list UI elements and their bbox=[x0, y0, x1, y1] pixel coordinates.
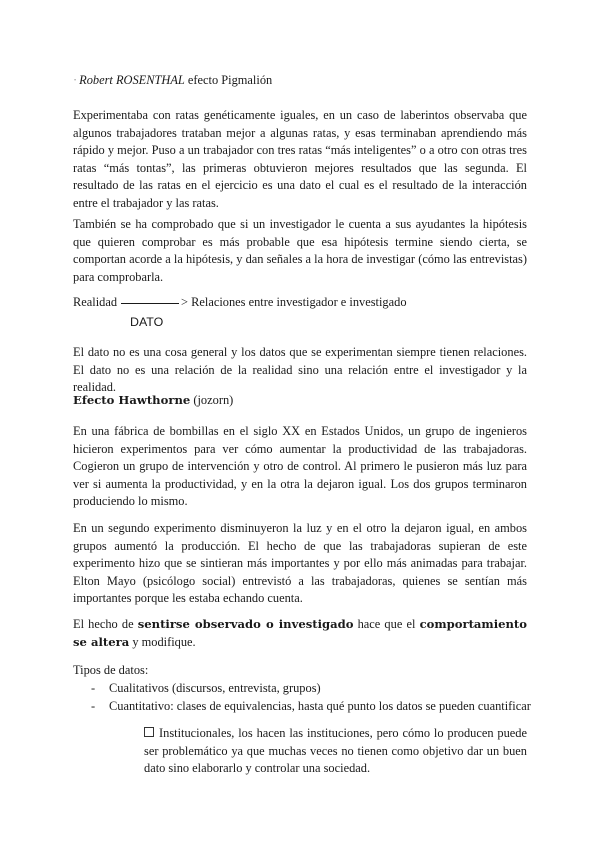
observed-bold-2: comportamiento se altera bbox=[73, 617, 528, 649]
hawthorne-title: Efecto Hawthorne bbox=[73, 393, 191, 407]
relation-under-label: DATO bbox=[130, 315, 164, 329]
relation-arrow-line bbox=[121, 303, 179, 304]
list-item-text: Cualitativos (discursos, entrevista, grupos) bbox=[109, 681, 321, 695]
types-title: Tipos de datos: bbox=[73, 663, 149, 677]
list-dash: - bbox=[91, 699, 96, 713]
heading-author: Robert ROSENTHAL bbox=[79, 73, 185, 87]
list-item bbox=[91, 680, 321, 698]
list-item bbox=[91, 698, 531, 716]
sub-list-text: Institucionales, los hacen las instituciones, pero cómo lo producen puede ser problemático ya que muchas veces no tienen como objetivo dar un buen dato sino elaborarlo y controlar una sociedad. bbox=[144, 726, 527, 776]
relation-left: Realidad bbox=[73, 295, 118, 309]
paragraph-rats: Experimentaba con ratas genéticamente iguales, en un caso de laberintos observaba que algunos trabajadores trataban mejor a algunas ratas, y esas terminaban aprendiendo más rápido y mejor. Puso a un trabajador con tres ratas “más inteligentes” o a otro con otras tres ratas “más tontas”, las primeras obtuvieron mejores resultados que las segunda. El resultado de las ratas en el ejercicio es una dato el cual es el resultado de la interacción entre el trabajador y las ratas. bbox=[73, 108, 527, 210]
paragraph-hypothesis: También se ha comprobado que si un investigador le cuenta a sus ayudantes la hipótesis que quieren comprobar es más probable que esa hipótesis termine siendo cierta, se comportan acorde a la hipótesis, y dan señales a la hora de investigar (cómo las entrevistas) para comprobarla. bbox=[73, 217, 527, 284]
list-dash: - bbox=[91, 681, 96, 695]
bullet-dot: · bbox=[73, 73, 78, 87]
hawthorne-note: (jozorn) bbox=[190, 393, 234, 407]
paragraph-dato: El dato no es una cosa general y los datos que se experimentan siempre tienen relaciones. El dato no es una relación de la realidad sino una relación entre el investigador y la realidad. bbox=[73, 345, 527, 394]
relation-right: > Relaciones entre investigador e investigado bbox=[181, 295, 407, 309]
observed-text-2: hace que el bbox=[353, 617, 420, 631]
paragraph-observed bbox=[73, 616, 527, 651]
checkbox-square-icon bbox=[144, 727, 154, 737]
heading-topic: efecto Pigmalión bbox=[184, 73, 273, 87]
hawthorne-heading bbox=[73, 392, 527, 410]
sub-list-item bbox=[144, 725, 527, 778]
list-item-text: Cuantitativo: clases de equivalencias, hasta qué punto los datos se pueden cuantificar bbox=[109, 699, 531, 713]
section-heading bbox=[73, 72, 272, 90]
observed-text-3: y modifique. bbox=[129, 634, 196, 649]
relation-diagram bbox=[73, 294, 407, 312]
paragraph-factory: En una fábrica de bombillas en el siglo XX en Estados Unidos, un grupo de ingenieros hicieron experimentos para ver cómo aumentar la productividad de las trabajadoras. Cogieron un grupo de intervención y otro de control. Al primero le pusieron más luz para ver si aumenta la productividad, y en la otra la dejaron igual. Los dos grupos terminaron produciendo lo mismo. bbox=[73, 424, 527, 508]
paragraph-second-experiment: En un segundo experimento disminuyeron la luz y en el otro la dejaron igual, en ambos grupos aumentó la producción. El hecho de que las trabajadoras supieran de este experimento hizo que se sintieran más importantes y por ello más animadas para trabajar. Elton Mayo (psicólogo social) entrevistó a las trabajadoras, quienes se sentían más importantes porque les estaba echando cuenta. bbox=[73, 521, 527, 605]
observed-bold-1: sentirse observado o investigado bbox=[137, 617, 354, 631]
observed-text-1: El hecho de bbox=[73, 617, 138, 631]
